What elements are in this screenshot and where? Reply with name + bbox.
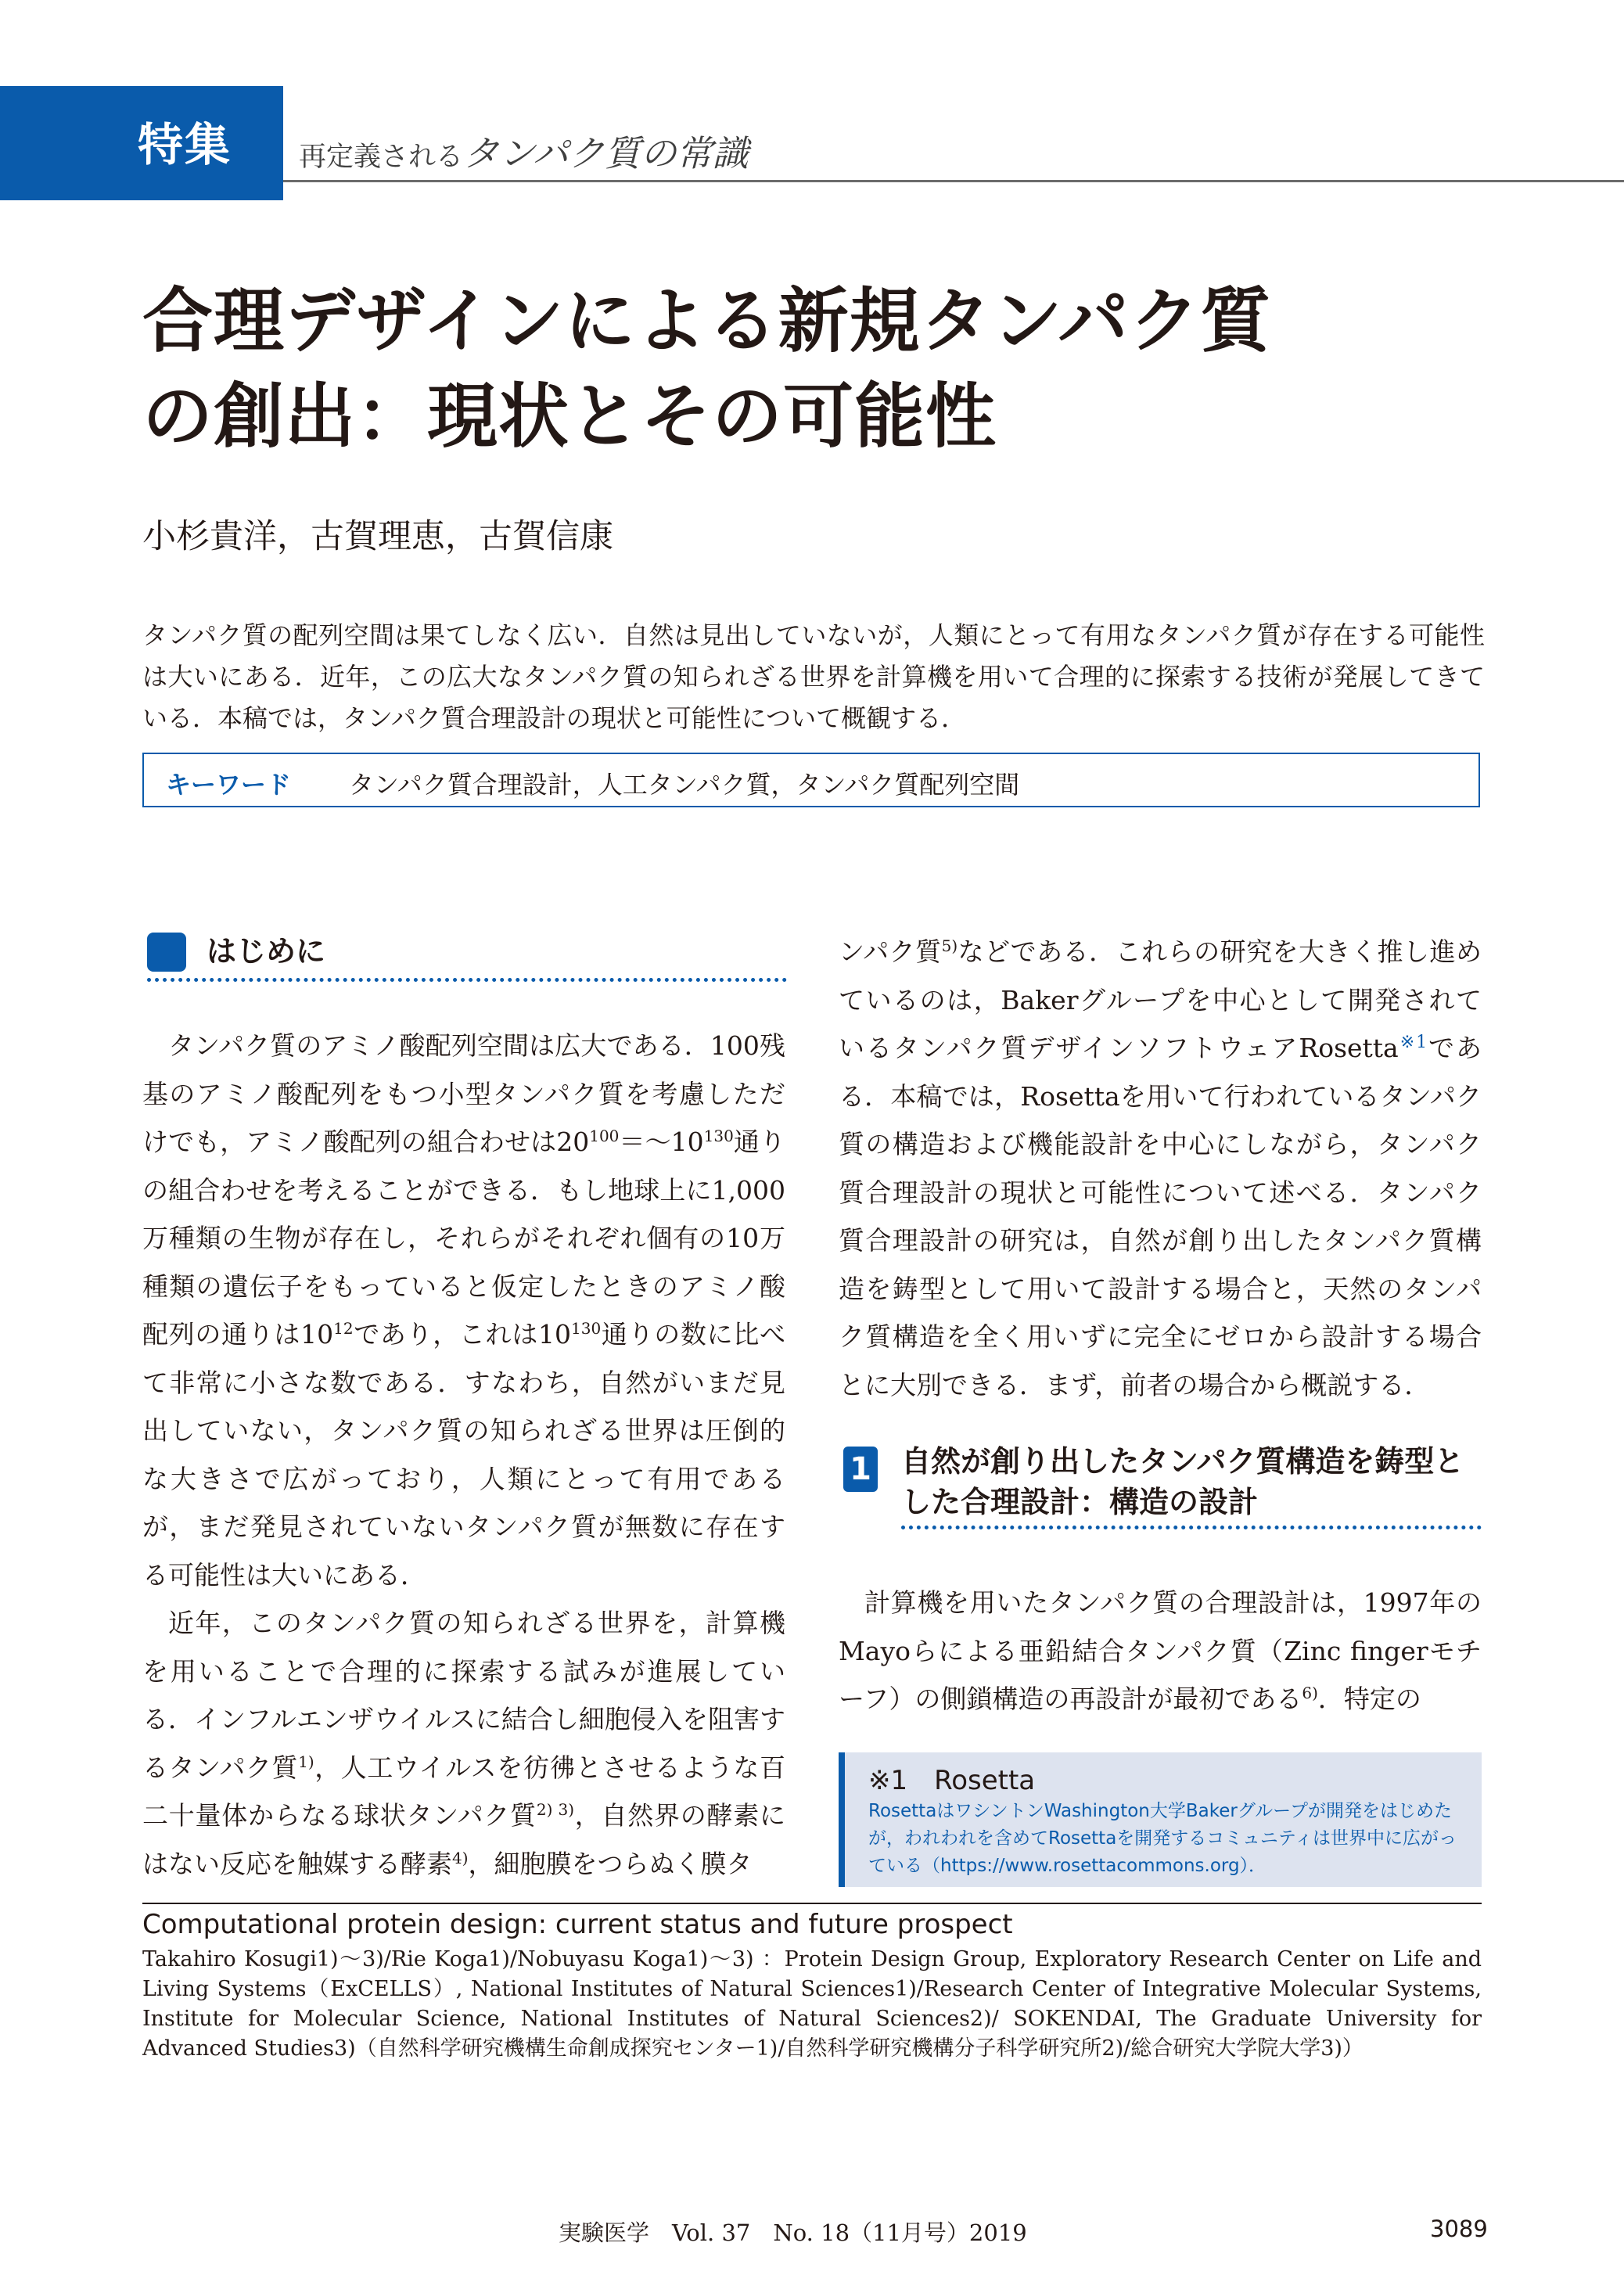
title-line-2: の創出：現状とその可能性 — [142, 376, 997, 458]
abstract: タンパク質の配列空間は果てしなく広い．自然は見出していないが，人類にとって有用なタンパク質が存在する可能性は大いにある．近年，この広大なタンパク質の知られざる世界を計算機を用いて合理的に探索する技術が発展してきている．本稿では，タンパク質合理設計の現状と可能性について概観する． — [142, 620, 1485, 733]
section-marker-icon — [147, 933, 186, 972]
author-affiliations: Takahiro Kosugi1)〜3)/Rie Koga1)/Nobuyasu Koga1)〜3) ：Protein Design Group, Exploratory Research Center on Life and Living Systems（ExCELLS）, National Institutes of Natural Sciences1)/Research Center of Integrative Molecular Systems, Institute for Molecular Science, National Institutes of Natural Sciences2)/ SOKENDAI, The Graduate University for Advanced Studies3)（自然科学研究機構生命創成探究センター1)/自然科学研究機構分子科学研究所2)/総合研究大学院大学3)） — [142, 1947, 1482, 2061]
left-column — [142, 1022, 785, 1888]
series-main-title: タンパク質の常識 — [463, 132, 749, 174]
keywords-label: キーワード — [166, 770, 292, 800]
section-1-paragraph-1: 計算機を用いたタンパク質の合理設計は，1997年のMayoらによる亜鉛結合タンパク質（Zinc fingerモチーフ）の側鎖構造の再設計が最初である$^{6)}$．特定の — [839, 1587, 1482, 1714]
page-number: 3089 — [1430, 2216, 1488, 2242]
note-accent-bar — [839, 1752, 845, 1887]
title-line-1: 合理デザインによる新規タンパク質 — [142, 280, 1272, 362]
intro-paragraph-2-cont: ンパク質$^{5)}$などである．これらの研究を大きく推し進めているのは，Bakerグループを中心として開発されているタンパク質デザインソフトウェアRosetta$^{※1}$である．本稿では，Rosettaを用いて行われているタンパク質の構造および機能設計を中心にしながら，タンパク質合理設計の現状と可能性について述べる．タンパク質合理設計の研究は，自然が創り出したタンパク質構造を鋳型として用いて設計する場合と，天然のタンパク質構造を全く用いずに完全にゼロから設計する場合とに大別できる．まず，前者の場合から概説する． — [839, 936, 1482, 1400]
authors: 小杉貴洋，古賀理恵，古賀信康 — [142, 517, 613, 556]
note-body: RosettaはワシントンWashington大学Bakerグループが開発をはじめたが，われわれを含めてRosettaを開発するコミュニティは世界中に広がっている（https://www.rosettacommons.org）． — [868, 1801, 1457, 1876]
section-divider — [901, 1526, 1482, 1529]
header-rule — [283, 180, 1624, 182]
note-ref[interactable]: ※1 — [1398, 1033, 1428, 1052]
series-prefix: 再定義される — [299, 142, 464, 173]
series-label: 特集 — [138, 118, 232, 171]
right-column — [839, 928, 1482, 1409]
article-title — [142, 274, 1504, 465]
english-title: Computational protein design: current status and future prospect — [142, 1909, 1013, 1940]
section-intro-title: はじめに — [207, 934, 326, 969]
footer-rule — [142, 1903, 1482, 1904]
note-title: ※1 Rosetta — [868, 1765, 1036, 1796]
section-1-body — [839, 1579, 1482, 1723]
section-number-badge: 1 — [843, 1447, 878, 1492]
journal-citation: 実験医学 Vol. 37 No. 18（11月号）2019 — [559, 2219, 1027, 2246]
keywords-text: タンパク質合理設計，人工タンパク質，タンパク質配列空間 — [349, 770, 1020, 800]
section-divider — [147, 978, 787, 982]
series-title — [299, 125, 749, 177]
intro-paragraph-1: タンパク質のアミノ酸配列空間は広大である．100残基のアミノ酸配列をもつ小型タンパク質を考慮しただけでも，アミノ酸配列の組合わせは$20^{100}=$〜$10^{130}$通りの組合わせを考えることができる．もし地球上に1,000万種類の生物が存在し，それらがそれぞれ個有の10万種類の遺伝子をもっていると仮定したときのアミノ酸配列の通りは$10^{12}$であり，これは$10^{130}$通りの数に比べて非常に小さな数である．すなわち，自然がいまだ見出していない，タンパク質の知られざる世界は圧倒的な大きさで広がっており，人類にとって有用であるが，まだ発見されていないタンパク質が無数に存在する可能性は大いにある． — [142, 1030, 786, 1590]
section-1-title: 自然が創り出したタンパク質構造を鋳型と した合理設計：構造の設計 — [901, 1444, 1464, 1519]
intro-paragraph-2: 近年，このタンパク質の知られざる世界を，計算機を用いることで合理的に探索する試みが進展している．インフルエンザウイルスに結合し細胞侵入を阻害するタンパク質$^{1)}$，人工ウイルスを彷彿とさせるような百二十量体からなる球状タンパク質$^{2) 3)}$，自然界の酵素にはない反応を触媒する酵素$^{4)}$，細胞膜をつらぬく膜タ — [142, 1608, 786, 1879]
